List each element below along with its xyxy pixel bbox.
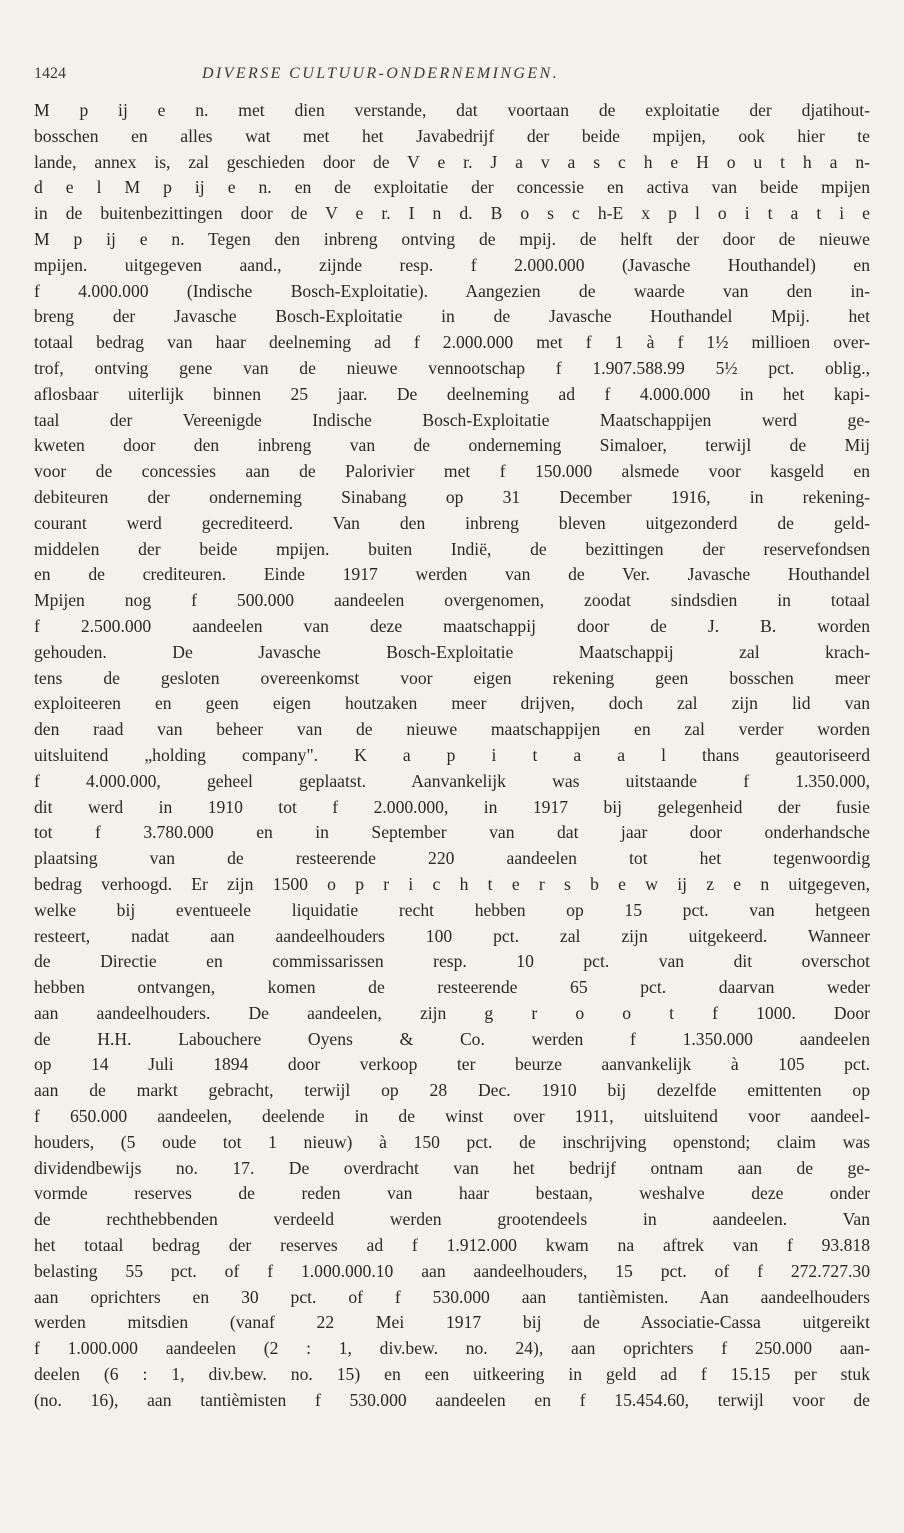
text-line: f 4.000.000 (Indische Bosch-Exploitatie). Aangezien de waarde van den in-	[34, 280, 870, 301]
text-line: middelen der beide mpijen. buiten Indië, de bezittingen der reservefondsen	[34, 538, 870, 559]
text-line: deelen (6 : 1, div.bew. no. 15) en een uitkeering in geld ad f 15.15 per stuk	[34, 1364, 870, 1385]
text-line: (no. 16), aan tantièmisten f 530.000 aandeelen en f 15.454.60, terwijl voor de	[34, 1389, 870, 1410]
text-line: het totaal bedrag der reserves ad f 1.912.000 kwam na aftrek van f 93.818	[34, 1235, 870, 1256]
text-line: welke bij eventueele liquidatie recht hebben op 15 pct. van hetgeen	[34, 899, 870, 920]
text-line: resteert, nadat aan aandeelhouders 100 pct. zal zijn uitgekeerd. Wanneer	[34, 925, 870, 946]
text-line: in de buitenbezittingen door de V e r. I n d. B o s c h-E x p l o i t a t i e	[34, 203, 870, 224]
text-line: f 650.000 aandeelen, deelende in de winst over 1911, uitsluitend voor aandeel-	[34, 1106, 870, 1127]
text-line: op 14 Juli 1894 door verkoop ter beurze aanvankelijk à 105 pct.	[34, 1054, 870, 1075]
text-line: werden mitsdien (vanaf 22 Mei 1917 bij de Associatie-Cassa uitgereikt	[34, 1312, 870, 1333]
text-line: Mpijen nog f 500.000 aandeelen overgenomen, zoodat sindsdien in totaal	[34, 590, 870, 611]
text-line: bosschen en alles wat met het Javabedrijf der beide mpijen, ook hier te	[34, 125, 870, 146]
text-line: f 1.000.000 aandeelen (2 : 1, div.bew. no. 24), aan oprichters f 250.000 aan-	[34, 1338, 870, 1359]
text-line: M p ij e n. Tegen den inbreng ontving de mpij. de helft der door de nieuwe	[34, 228, 870, 249]
text-line: hebben ontvangen, komen de resteerende 65 pct. daarvan weder	[34, 977, 870, 998]
text-line: de H.H. Labouchere Oyens & Co. werden f 1.350.000 aandeelen	[34, 1028, 870, 1049]
text-line: M p ij e n. met dien verstande, dat voortaan de exploitatie der djatihout-	[34, 100, 870, 120]
text-line: de Directie en commissarissen resp. 10 pct. van dit overschot	[34, 951, 870, 972]
text-line: exploiteeren en geen eigen houtzaken meer drijven, doch zal zijn lid van	[34, 693, 870, 714]
text-line: dividendbewijs no. 17. De overdracht van het bedrijf ontnam aan de ge-	[34, 1157, 870, 1178]
text-line: courant werd gecrediteerd. Van den inbreng bleven uitgezonderd de geld-	[34, 512, 870, 533]
text-line: breng der Javasche Bosch-Exploitatie in de Javasche Houthandel Mpij. het	[34, 306, 870, 327]
text-line: lande, annex is, zal geschieden door de V e r. J a v a s c h e H o u t h a n-	[34, 151, 870, 172]
text-line: aan oprichters en 30 pct. of f 530.000 aan tantièmisten. Aan aandeelhouders	[34, 1286, 870, 1307]
text-line: tens de gesloten overeenkomst voor eigen rekening geen bosschen meer	[34, 667, 870, 688]
text-line: uitsluitend „holding company". K a p i t a a l thans geautoriseerd	[34, 744, 870, 765]
text-line: f 2.500.000 aandeelen van deze maatschappij door de J. B. worden	[34, 615, 870, 636]
text-line: en de crediteuren. Einde 1917 werden van de Ver. Javasche Houthandel	[34, 564, 870, 585]
text-line: voor de concessies aan de Palorivier met f 150.000 alsmede voor kasgeld en	[34, 461, 870, 482]
page-number: 1424	[34, 65, 66, 82]
body-text	[34, 98, 870, 1414]
text-line: de rechthebbenden verdeeld werden grootendeels in aandeelen. Van	[34, 1209, 870, 1230]
text-line: f 4.000.000, geheel geplaatst. Aanvankelijk was uitstaande f 1.350.000,	[34, 770, 870, 791]
text-line: debiteuren der onderneming Sinabang op 31 December 1916, in rekening-	[34, 486, 870, 507]
text-line: mpijen. uitgegeven aand., zijnde resp. f 2.000.000 (Javasche Houthandel) en	[34, 254, 870, 275]
text-line: aan aandeelhouders. De aandeelen, zijn g r o o t f 1000. Door	[34, 1002, 870, 1023]
text-line: den raad van beheer van de nieuwe maatschappijen en zal verder worden	[34, 719, 870, 740]
text-line: totaal bedrag van haar deelneming ad f 2.000.000 met f 1 à f 1½ millioen over-	[34, 332, 870, 353]
text-line: d e l M p ij e n. en de exploitatie der concessie en activa van beide mpijen	[34, 177, 870, 198]
text-line: houders, (5 oude tot 1 nieuw) à 150 pct. de inschrijving openstond; claim was	[34, 1131, 870, 1152]
text-line: plaatsing van de resteerende 220 aandeelen tot het tegenwoordig	[34, 848, 870, 869]
text-line: gehouden. De Javasche Bosch-Exploitatie Maatschappij zal krach-	[34, 641, 870, 662]
text-line: aflosbaar uiterlijk binnen 25 jaar. De deelneming ad f 4.000.000 in het kapi-	[34, 383, 870, 404]
text-line: tot f 3.780.000 en in September van dat jaar door onderhandsche	[34, 822, 870, 843]
text-line: kweten door den inbreng van de onderneming Simaloer, terwijl de Mij	[34, 435, 870, 456]
text-line: belasting 55 pct. of f 1.000.000.10 aan aandeelhouders, 15 pct. of f 272.727.30	[34, 1260, 870, 1281]
text-line: bedrag verhoogd. Er zijn 1500 o p r i c h t e r s b e w ij z e n uitgegeven,	[34, 873, 870, 894]
running-title: DIVERSE CULTUUR-ONDERNEMINGEN.	[202, 65, 559, 82]
text-line: vormde reserves de reden van haar bestaan, weshalve deze onder	[34, 1183, 870, 1204]
text-line: dit werd in 1910 tot f 2.000.000, in 1917 bij gelegenheid der fusie	[34, 796, 870, 817]
text-line: aan de markt gebracht, terwijl op 28 Dec. 1910 bij dezelfde emittenten op	[34, 1080, 870, 1101]
page-header	[34, 62, 874, 86]
text-line: taal der Vereenigde Indische Bosch-Exploitatie Maatschappijen werd ge-	[34, 409, 870, 430]
text-line: trof, ontving gene van de nieuwe vennootschap f 1.907.588.99 5½ pct. oblig.,	[34, 357, 870, 378]
